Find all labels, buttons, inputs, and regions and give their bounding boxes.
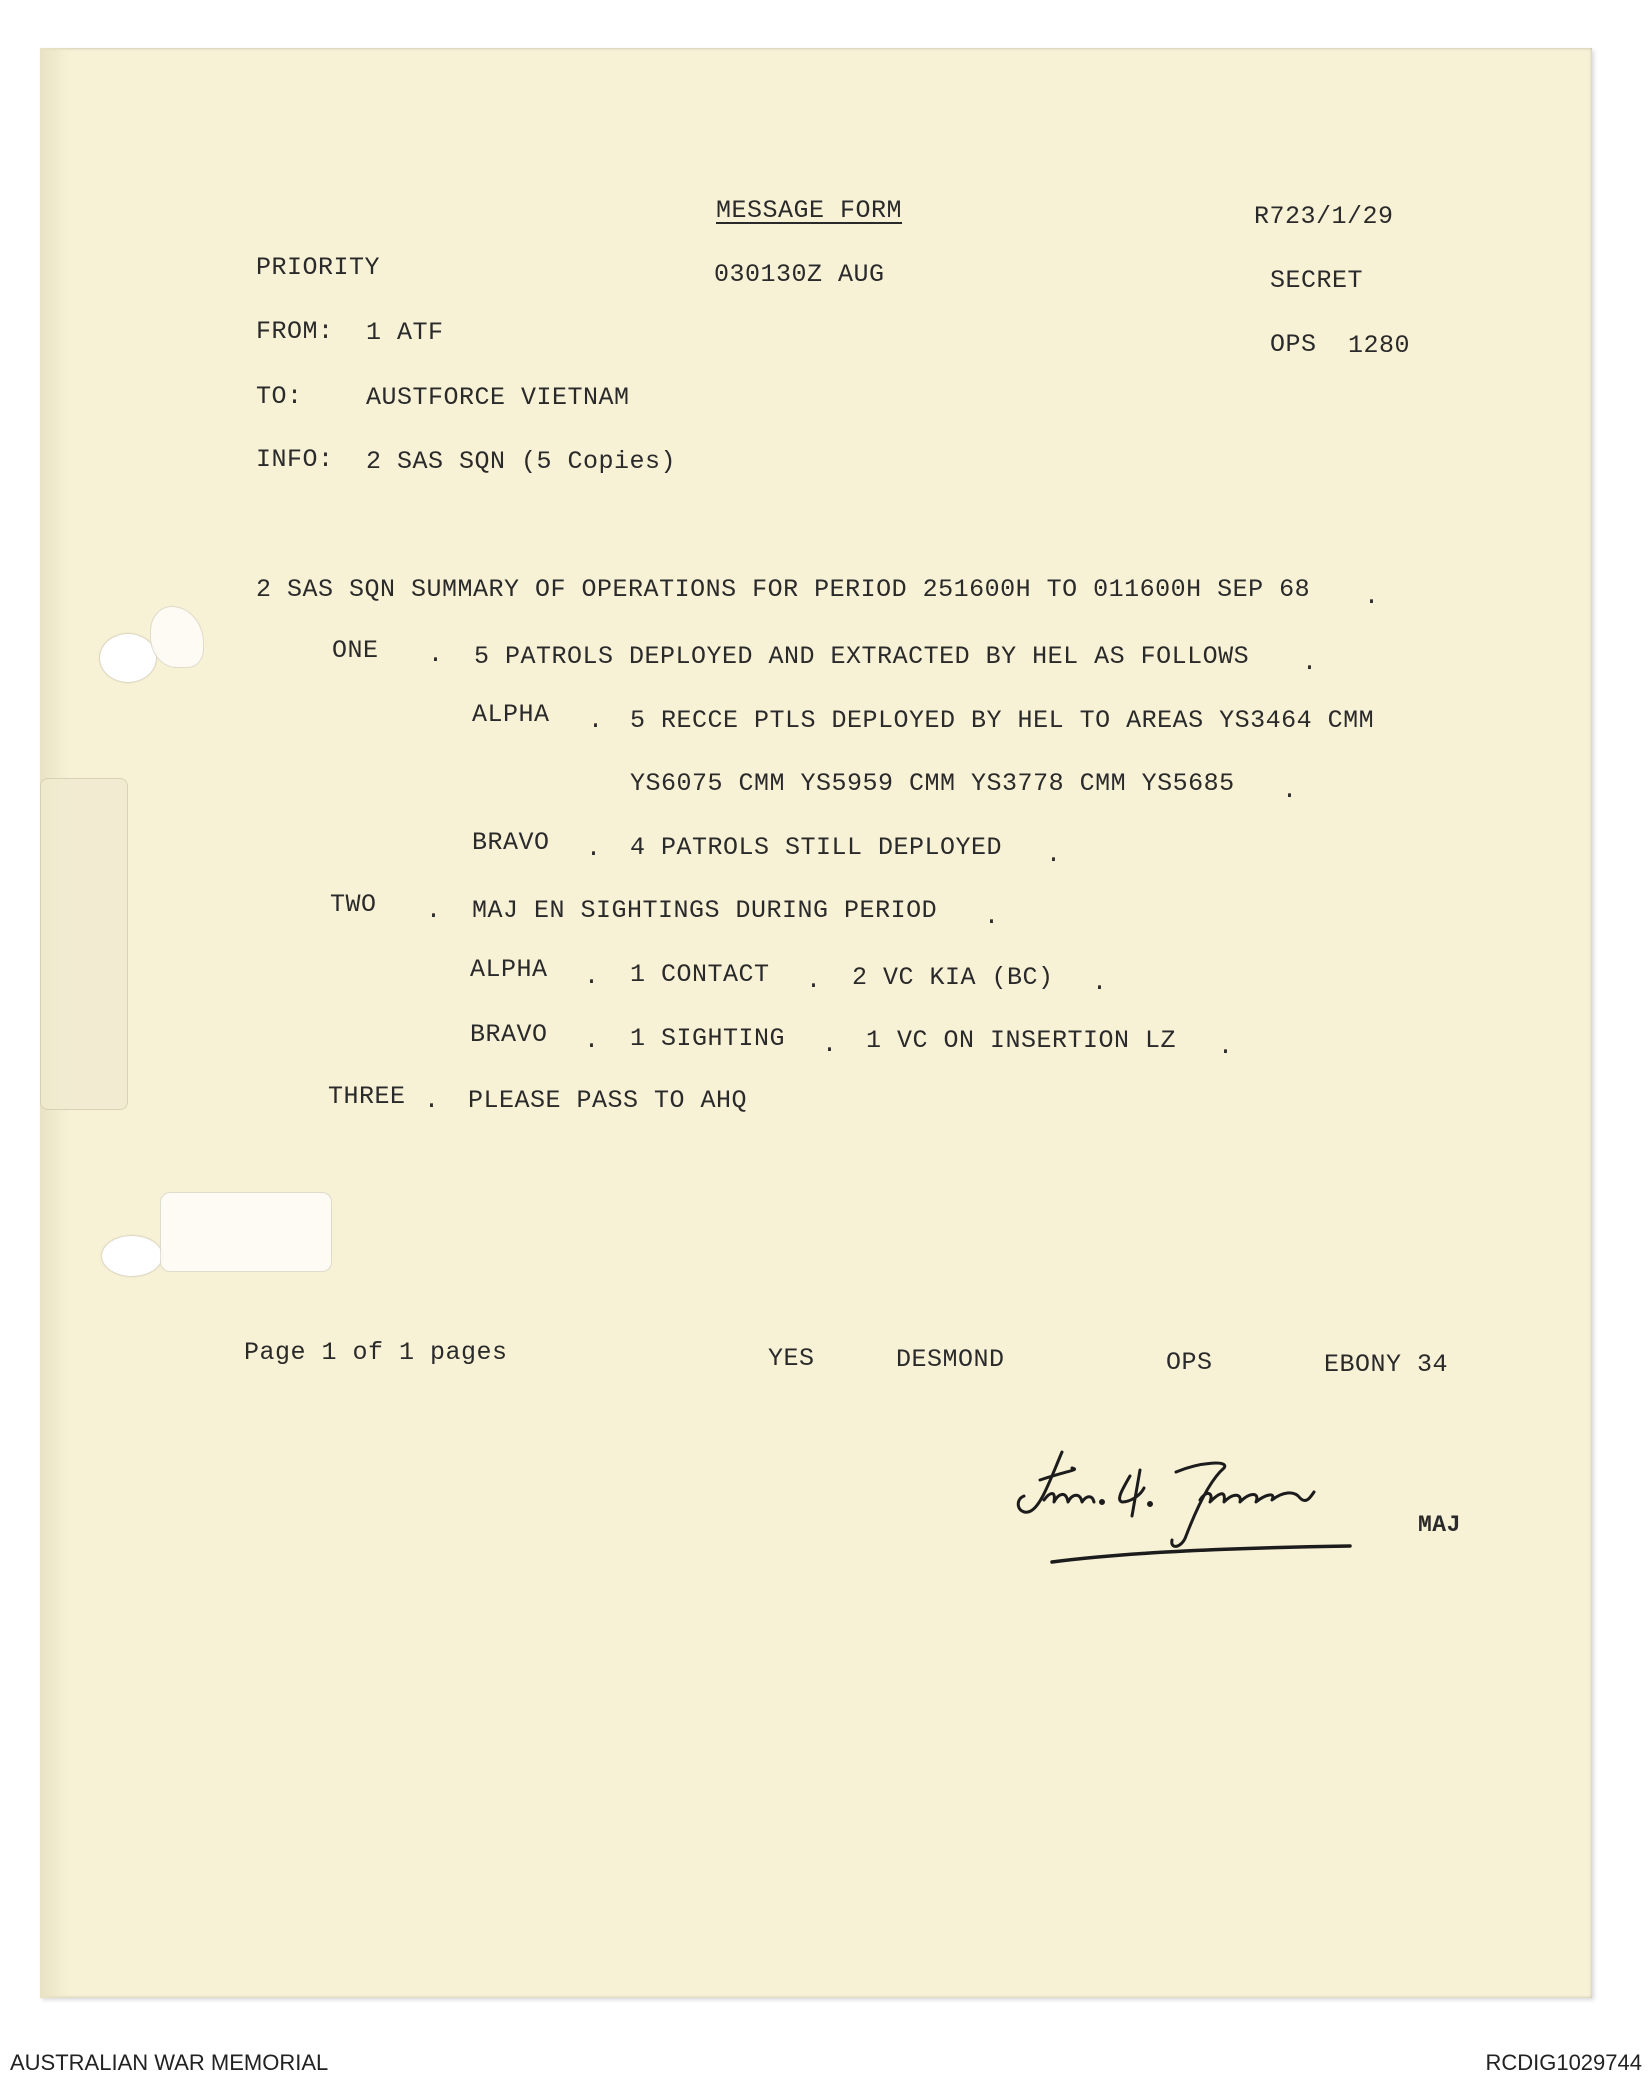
item-three-stop: . xyxy=(424,1086,440,1115)
to-label: TO: xyxy=(256,382,303,411)
two-alpha-stop-1: . xyxy=(584,962,600,991)
two-alpha-kia: 2 VC KIA (BC) xyxy=(852,963,1054,992)
one-alpha-line2-stop: . xyxy=(1282,776,1298,805)
two-alpha-label: ALPHA xyxy=(470,955,548,984)
one-bravo-text-stop: . xyxy=(1046,840,1062,869)
file-reference: R723/1/29 xyxy=(1254,202,1394,231)
one-bravo-stop: . xyxy=(586,834,602,863)
form-title: MESSAGE FORM xyxy=(716,196,903,225)
item-three-number: THREE xyxy=(328,1082,406,1111)
info-label: INFO: xyxy=(256,445,334,474)
summary-line: 2 SAS SQN SUMMARY OF OPERATIONS FOR PERIOD 251600H TO 011600H SEP 68 xyxy=(256,575,1311,604)
one-bravo-text: 4 PATROLS STILL DEPLOYED xyxy=(630,833,1003,862)
one-alpha-line2: YS6075 CMM YS5959 CMM YS3778 CMM YS5685 xyxy=(630,769,1235,798)
punch-hole-bottom xyxy=(102,1236,162,1276)
two-alpha-stop-3: . xyxy=(1092,968,1108,997)
punch-hole-top xyxy=(100,634,156,682)
two-bravo-label: BRAVO xyxy=(470,1020,548,1049)
two-bravo-stop-1: . xyxy=(584,1026,600,1055)
two-bravo-sighting: 1 SIGHTING xyxy=(630,1024,786,1053)
two-bravo-lz: 1 VC ON INSERTION LZ xyxy=(866,1026,1177,1055)
item-two-number: TWO xyxy=(330,890,377,919)
one-alpha-stop: . xyxy=(588,706,604,735)
from-label: FROM: xyxy=(256,317,334,346)
summary-stop: . xyxy=(1364,582,1380,611)
date-time-group: 030130Z AUG xyxy=(714,260,885,289)
page-count: Page 1 of 1 pages xyxy=(244,1338,508,1367)
one-bravo-label: BRAVO xyxy=(472,828,550,857)
footer-ebony: EBONY 34 xyxy=(1324,1350,1449,1379)
info-value: 2 SAS SQN (5 Copies) xyxy=(366,447,677,476)
priority-label: PRIORITY xyxy=(256,253,381,282)
item-one-text-stop: . xyxy=(1302,648,1318,677)
ops-number: 1280 xyxy=(1348,331,1411,360)
item-two-stop: . xyxy=(426,896,442,925)
to-value: AUSTFORCE VIETNAM xyxy=(366,383,630,412)
archive-institution: AUSTRALIAN WAR MEMORIAL xyxy=(10,2050,329,2075)
two-bravo-stop-3: . xyxy=(1218,1032,1234,1061)
footer-yes: YES xyxy=(768,1344,815,1373)
two-alpha-stop-2: . xyxy=(806,966,822,995)
item-one-stop: . xyxy=(428,640,444,669)
footer-name: DESMOND xyxy=(896,1345,1005,1374)
item-three-text: PLEASE PASS TO AHQ xyxy=(468,1086,748,1115)
two-bravo-stop-2: . xyxy=(822,1030,838,1059)
one-alpha-line1: 5 RECCE PTLS DEPLOYED BY HEL TO AREAS YS3464 CMM xyxy=(630,706,1375,735)
footer-ops: OPS xyxy=(1166,1348,1213,1377)
ops-label: OPS xyxy=(1270,330,1317,359)
from-value: 1 ATF xyxy=(366,318,444,347)
paper-tear-bottom xyxy=(160,1192,332,1272)
item-one-number: ONE xyxy=(332,636,379,665)
item-two-text: MAJ EN SIGHTINGS DURING PERIOD xyxy=(472,896,938,925)
one-alpha-label: ALPHA xyxy=(472,700,550,729)
item-one-text: 5 PATROLS DEPLOYED AND EXTRACTED BY HEL AS FOLLOWS xyxy=(474,642,1250,671)
paper-tear-left xyxy=(40,778,128,1110)
classification: SECRET xyxy=(1270,266,1364,295)
item-two-text-stop: . xyxy=(984,902,1000,931)
archive-id: RCDIG1029744 xyxy=(1485,2050,1642,2075)
handwritten-signature xyxy=(1010,1440,1370,1580)
signature-rank: MAJ xyxy=(1418,1512,1461,1538)
two-alpha-contact: 1 CONTACT xyxy=(630,960,770,989)
